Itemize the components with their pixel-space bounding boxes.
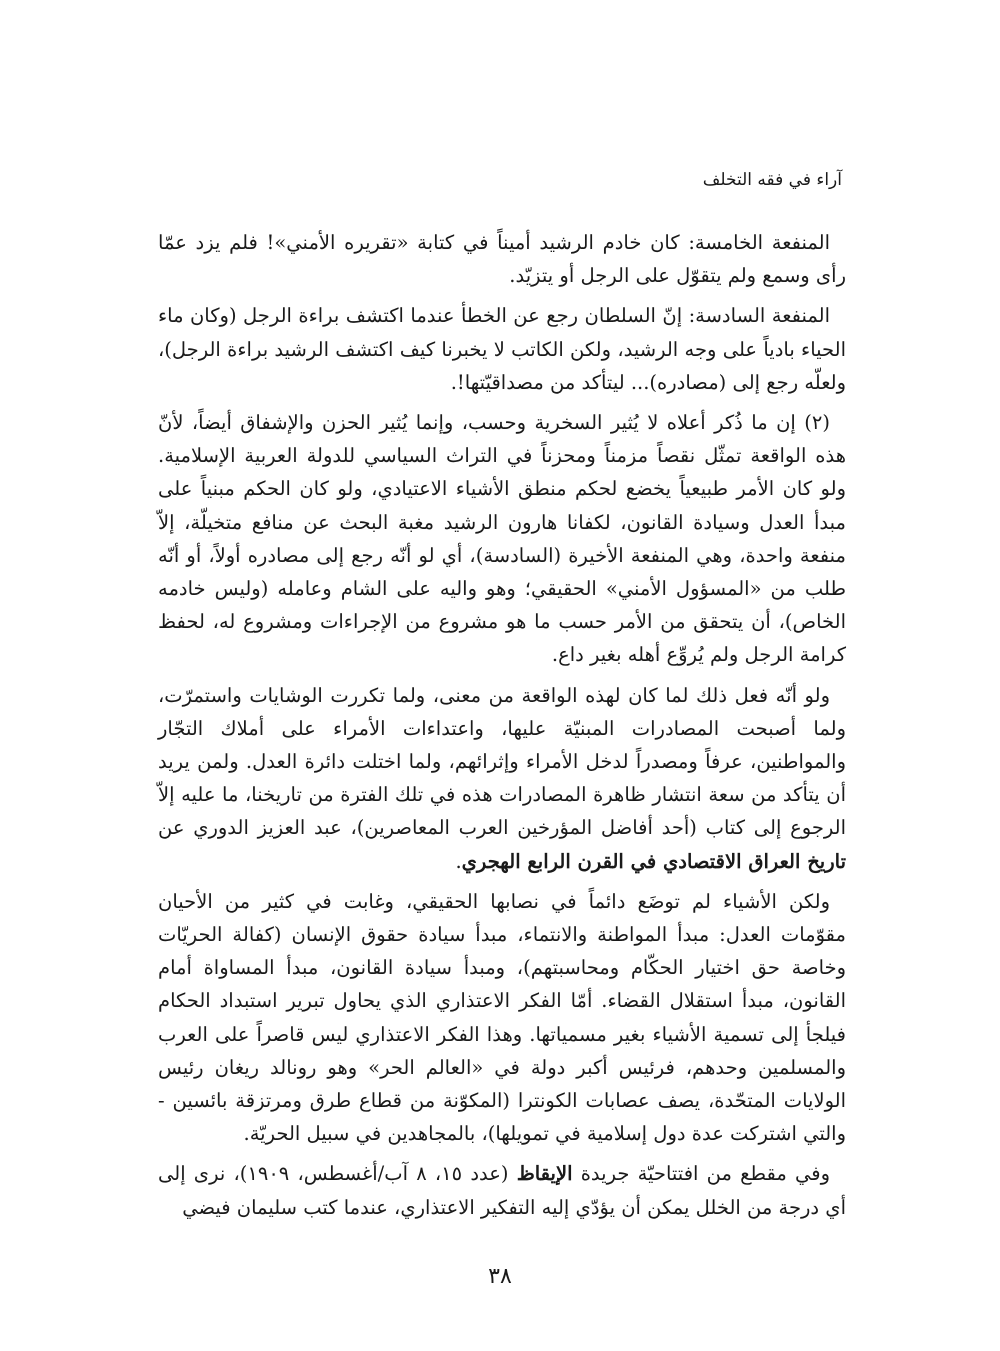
text-run: (عدد ١٥، ٨ آب/أغسطس، ١٩٠٩)، نرى إلى أي درجة من الخلل يمكن أن يؤدّي إليه التفكير الاعتذاري، عندما كتب سليمان فيضي [158,1162,846,1219]
text-run: المنفعة الخامسة: كان خادم الرشيد أميناً في كتابة «تقريره الأمني»! فلم يزد عمّا رأى وسمع ولم يتقوّل على الرجل أو يتزيّد. [158,231,846,288]
book-title: تاريخ العراق الاقتصادي في القرن الرابع الهجري [461,849,846,873]
paragraph [158,406,846,672]
text-run: المنفعة السادسة: إنّ السلطان رجع عن الخطأ عندما اكتشف براءة الرجل (وكان ماء الحياء بادياً على وجه الرشيد، ولكن الكاتب لا يخبرنا كيف اكتشف الرشيد براءة الرجل)، ولعلّه رجع إلى (مصادره)... ليتأكد من مصداقيّتها!. [158,304,846,394]
text-run: (٢) إن ما ذُكر أعلاه لا يُثير السخرية وحسب، وإنما يُثير الحزن والإشفاق أيضاً، لأنّ هذه الواقعة تمثّل نقصاً مزمناً ومحزناً في التراث السياسي للدولة العربية الإسلامية. ولو كان الأمر طبيعياً يخضع لحكم منطق الأشياء الاعتيادي، ولو كان الحكم مبنياً على مبدأ العدل وسيادة القانون، لكفانا هارون الرشيد مغبة البحث عن منافع متخيلّة، إلاّ منفعة واحدة، وهي المنفعة الأخيرة (السادسة)، أي لو أنّه رجع إلى مصادره أولاً، أو أنّه طلب من «المسؤول الأمني» الحقيقي؛ وهو واليه على الشام وعامله (وليس خادمه الخاص)، أن يتحقق من الأمر حسب ما هو مشروع من الإجراءات ومشروع له، لحفظ كرامة الرجل ولم يُروِّع أهله بغير داع. [158,411,846,667]
page-number: ٣٨ [488,1264,512,1289]
running-header: آراء في فقه التخلف [702,170,842,190]
newspaper-title: الإيقاظ [516,1162,573,1186]
text-run: ولو أنّه فعل ذلك لما كان لهذه الواقعة من معنى، ولما تكررت الوشايات واستمرّت، ولما أصبحت المصادرات المبنيّة عليها، واعتداءات الأمراء على أملاك التجّار والمواطنين، عرفاً ومصدراً لدخل الأمراء وإثرائهم، ولما اختلت دائرة العدل. ولمن يريد أن يتأكد من سعة انتشار ظاهرة المصادرات هذه في تلك الفترة من تاريخنا، ما عليه إلاّ الرجوع إلى كتاب (أحد أفاضل المؤرخين العرب المعاصرين)، عبد العزيز الدوري عن [158,683,846,840]
body-text [158,226,846,1231]
text-run: وفي مقطع من افتتاحيّة جريدة [572,1162,830,1186]
text-run: ولكن الأشياء لم توضَع دائماً في نصابها الحقيقي، وغابت في كثير من الأحيان مقوّمات العدل: مبدأ المواطنة والانتماء، مبدأ سيادة حقوق الإنسان (كفالة الحريّات وخاصة حق اختيار الحكّام ومحاسبتهم)، ومبدأ سيادة القانون، مبدأ المساواة أمام القانون، مبدأ استقلال القضاء. أمّا الفكر الاعتذاري الذي يحاول تبرير استبداد الحكام فيلجأ إلى تسمية الأشياء بغير مسمياتها. وهذا الفكر الاعتذاري ليس قاصراً على العرب والمسلمين وحدهم، فرئيس أكبر دولة في «العالم الحر» وهو رونالد ريغان رئيس الولايات المتحّدة، يصف عصابات الكونترا (المكوّنة من قطاع طرق ومرتزقة بائسين - والتي اشتركت عدة دول إسلامية في تمويلها)، بالمجاهدين في سبيل الحريّة. [158,889,846,1146]
paragraph [158,299,846,399]
text-run: . [455,849,462,873]
paragraph [158,885,846,1151]
paragraph [158,679,846,878]
paragraph [158,1157,846,1223]
paragraph [158,226,846,292]
